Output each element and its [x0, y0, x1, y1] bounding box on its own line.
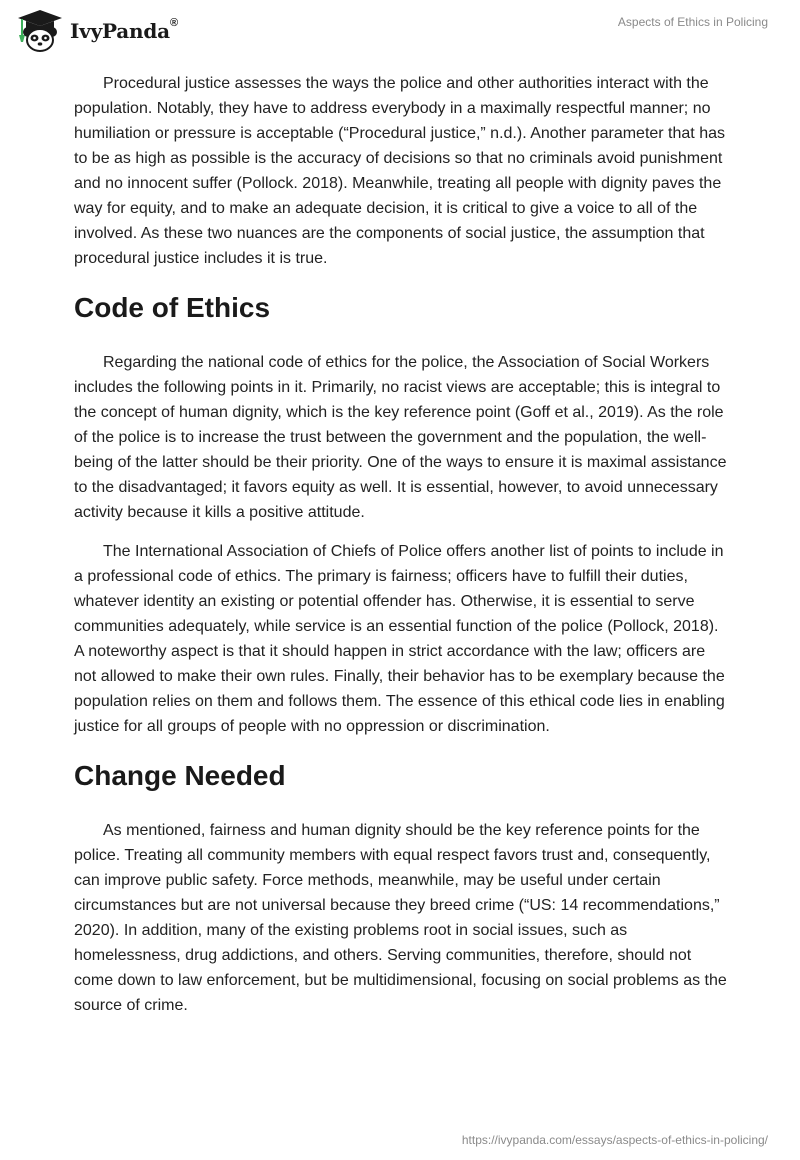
ivypanda-logo[interactable] [14, 8, 178, 54]
essay-content [74, 71, 730, 1032]
source-url[interactable]: https://ivypanda.com/essays/aspects-of-ethics-in-policing/ [461, 1133, 768, 1147]
section-heading-code-of-ethics: Code of Ethics [74, 292, 271, 323]
document-title: Aspects of Ethics in Policing [617, 15, 768, 29]
registered-mark: ® [169, 17, 178, 29]
brand-name: IvyPanda® [70, 17, 178, 43]
page-header [0, 0, 800, 70]
panda-graduation-cap-icon [14, 8, 66, 54]
change-needed-paragraph-1: As mentioned, fairness and human dignity should be the key reference points for the police. Treating all community members with equal respect favors trust and, consequently, can improve public safety. Force methods, meanwhile, may be useful under certain circumstances but are not universal because they breed crime (“US: 14 recommendations,” 2020). In addition, many of the existing problems root in social issues, such as homelessness, drug addictions, and others. Serving communities, therefore, should not come down to law enforcement, but be multidimensional, focusing on social problems as the source of crime. [74, 822, 727, 1014]
section-heading-change-needed: Change Needed [74, 760, 286, 791]
intro-paragraph: Procedural justice assesses the ways the police and other authorities interact with the population. Notably, they have to address everybody in a maximally respectful manner; no humiliation or pressure is acceptable (“Procedural justice,” n.d.). Another parameter that has to be as high as possible is the accuracy of decisions so that no criminals avoid punishment and no innocent suffer (Pollock. 2018). Meanwhile, treating all people with dignity paves the way for equity, and to make an adequate decision, it is critical to give a voice to all of the involved. As these two nuances are the components of social justice, the assumption that procedural justice includes it is true. [74, 75, 725, 267]
code-of-ethics-paragraph-2: The International Association of Chiefs of Police offers another list of points to include in a professional code of ethics. The primary is fairness; officers have to fulfill their duties, whatever identity an existing or potential offender has. Otherwise, it is essential to serve communities adequately, while service is an essential function of the police (Pollock, 2018). A noteworthy aspect is that it should happen in strict accordance with the law; officers are not allowed to make their own rules. Finally, their behavior has to be exemplary because the population relies on them and follows them. The essence of this ethical code lies in enabling justice for all groups of people with no oppression or discrimination. [74, 543, 725, 735]
code-of-ethics-paragraph-1: Regarding the national code of ethics for the police, the Association of Social Workers includes the following points in it. Primarily, no racist views are acceptable; this is integral to the concept of human dignity, which is the key reference point (Goff et al., 2019). As the role of the police is to increase the trust between the government and the population, the well-being of the latter should be their priority. One of the ways to ensure it is maximal assistance to the disadvantaged; it favors equity as well. It is essential, however, to avoid unnecessary activity because it kills a positive attitude. [74, 354, 727, 521]
